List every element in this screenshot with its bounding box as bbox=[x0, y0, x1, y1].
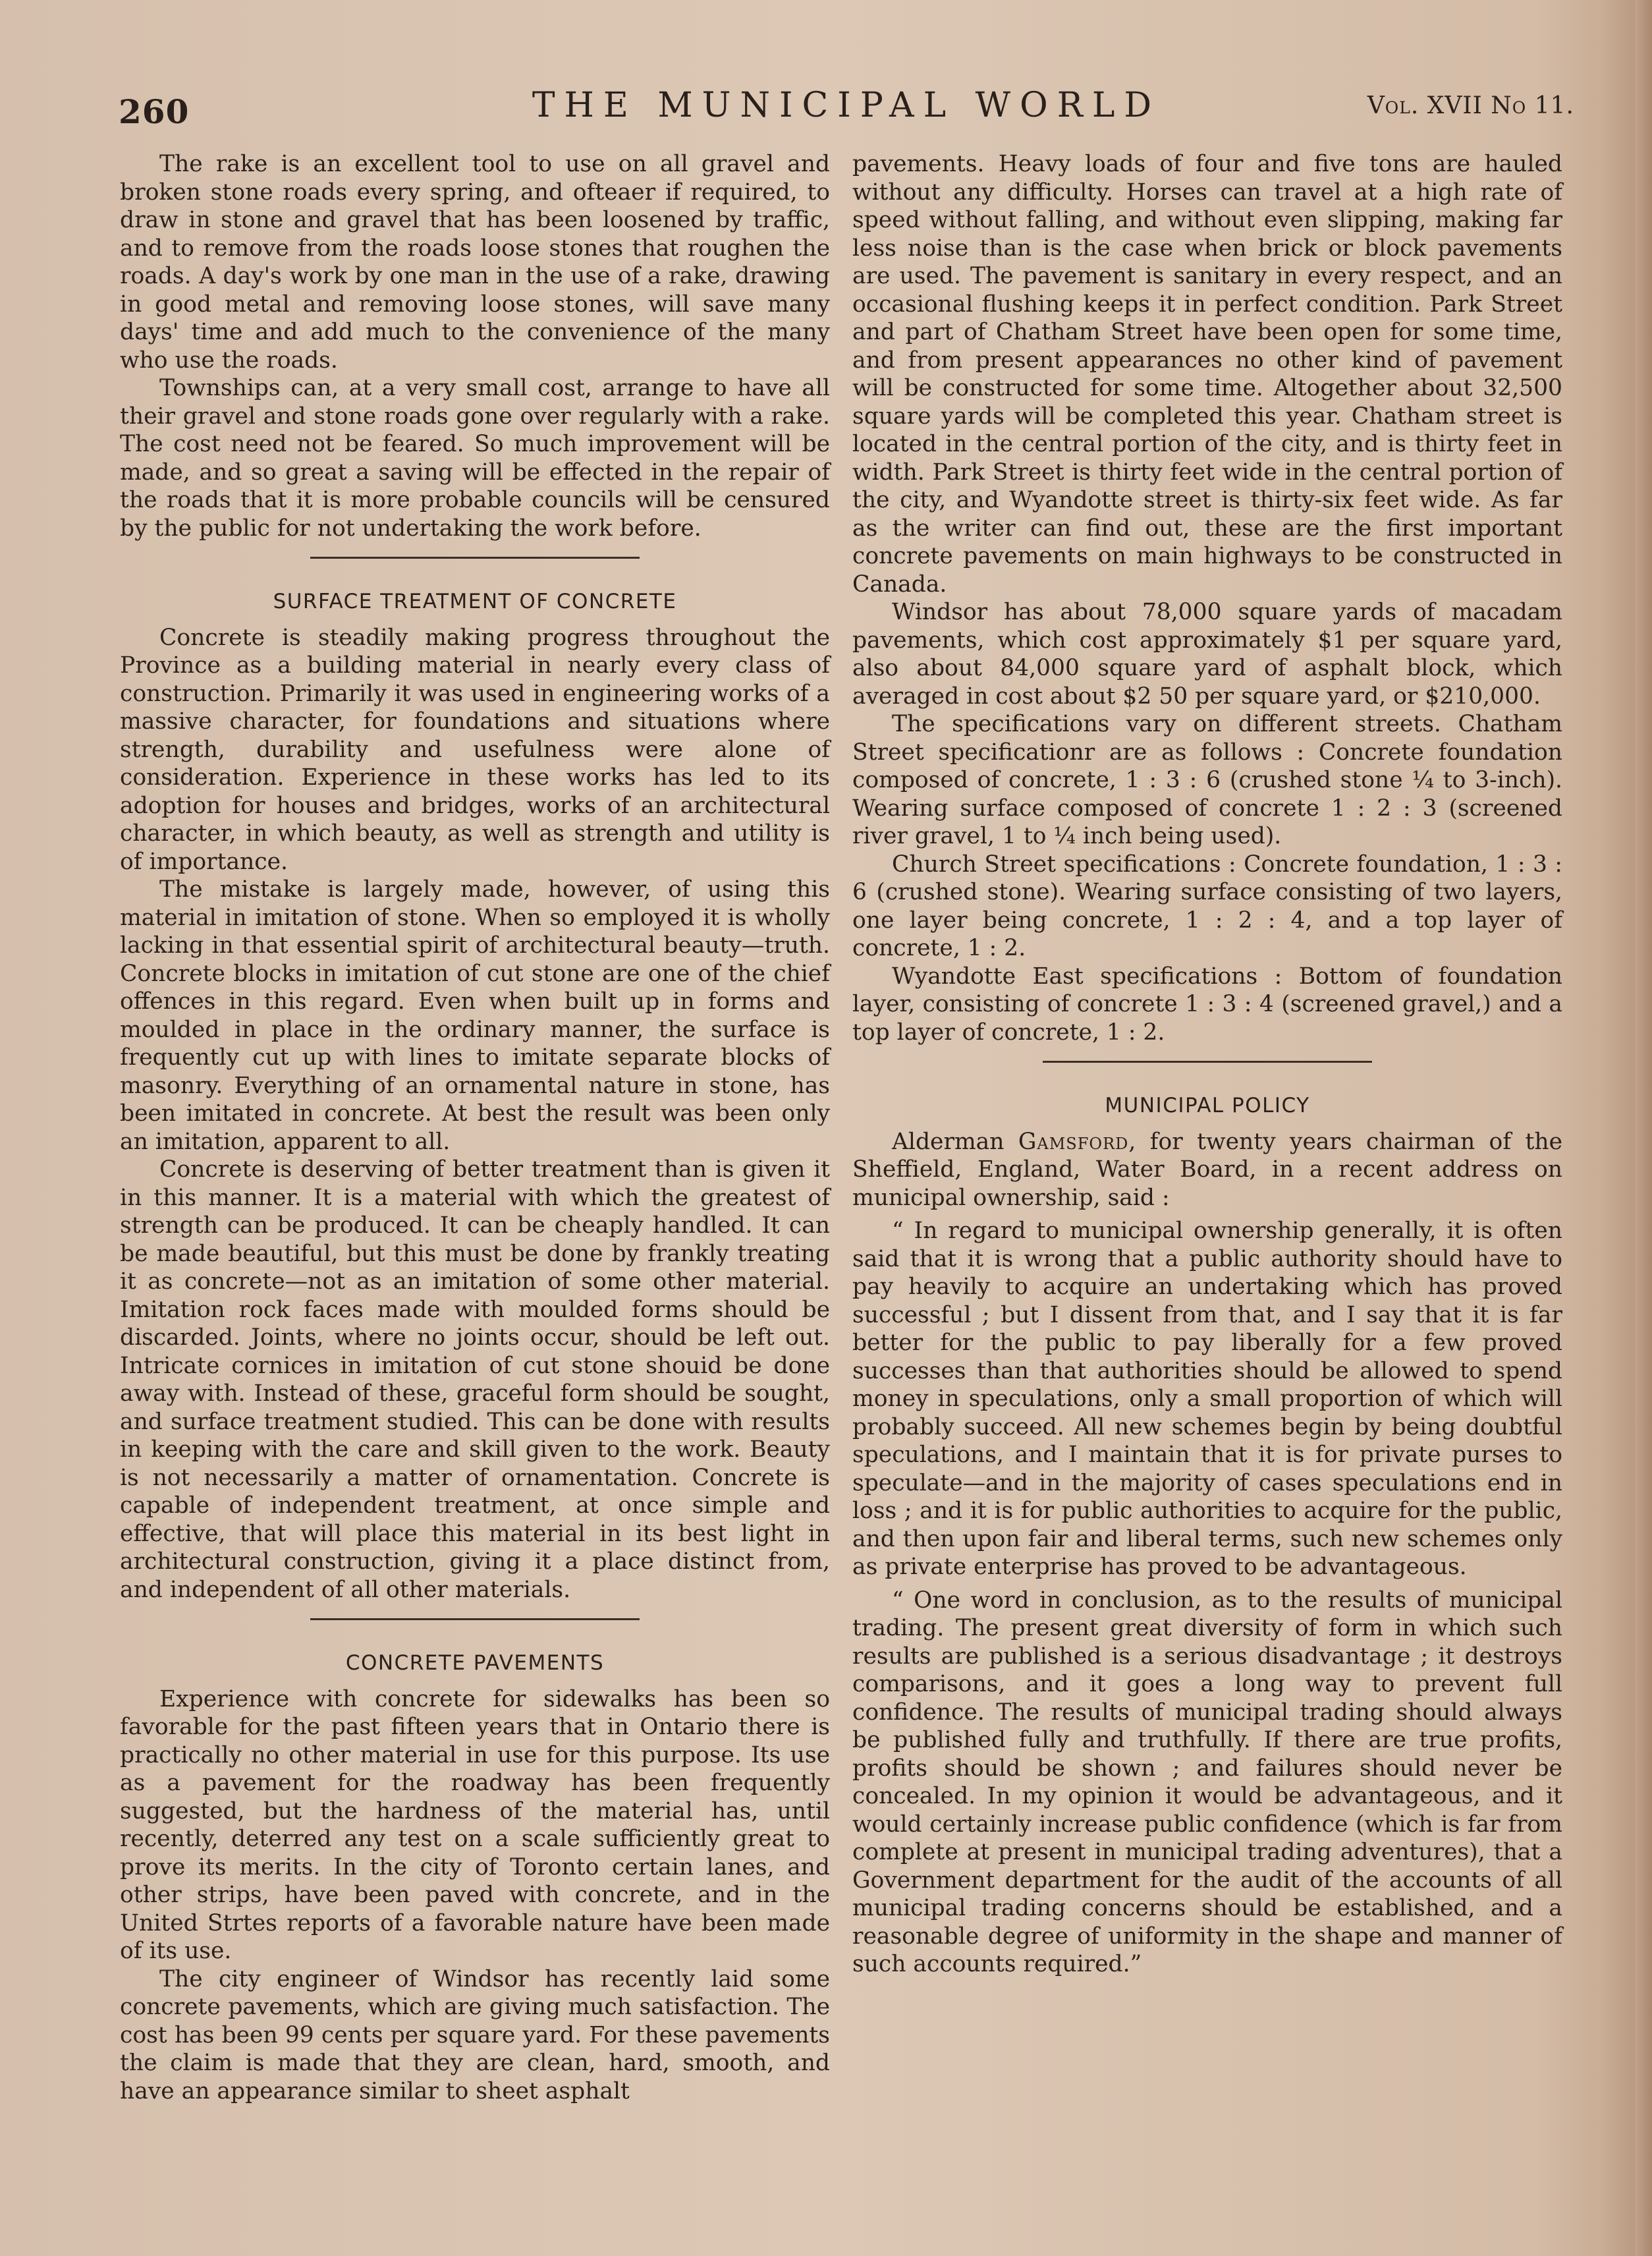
pavements-continued-paragraph: pavements. Heavy loads of four and five tons are hauled without any difficulty. Horses can travel at a high rate of speed without falling, and without even slipping, making far less noise than is the case when brick or block pavements are used. The pavement is sanitary in every respect, and an occasional flushing keeps it in perfect condition. Park Street and part of Chatham Street have been open for some time, and from present appearances no other kind of pavement will be constructed for some time. Altogether about 32,500 square yards will be completed this year. Chatham street is located in the central portion of the city, and is thirty feet in width. Park Street is thirty feet wide in the central portion of the city, and Wyandotte street is thirty-six feet wide. As far as the writer can find out, these are the first important concrete pavements on main highways to be constructed in Canada. bbox=[852, 151, 1562, 598]
municipal-policy-heading: MUNICIPAL POLICY bbox=[1105, 1094, 1310, 1117]
right-column bbox=[852, 150, 1562, 1979]
page-number: 260 bbox=[119, 92, 190, 131]
surface-treatment-heading: SURFACE TREATMENT OF CONCRETE bbox=[273, 590, 677, 613]
left-column bbox=[120, 150, 830, 2105]
alderman-name: Gamsford bbox=[1018, 1128, 1129, 1155]
page-edge-shadow bbox=[1635, 0, 1652, 2256]
surface-paragraph-3: Concrete is deserving of better treatment than is given it in this manner. It is a material with which the greatest of strength can be produced. It can be cheaply handled. It can be made beautiful, but this must be done by frankly treating it as concrete—not as an imitation of some other material. Imitation rock faces made with moulded forms should be discarded. Joints, where no joints occur, should be left out. Intricate cornices in imitation of cut stone shouid be done away with. Instead of these, graceful form should be sought, and surface treatment studied. This can be done with results in keeping with the care and skill given to the work. Beauty is not necessarily a matter of ornamentation. Concrete is capable of independent treatment, at once simple and effective, that will place this material in its best light in architectural construction, giving it a place distinct from, and independent of all other materials. bbox=[120, 1156, 830, 1603]
running-title: THE MUNICIPAL WORLD bbox=[532, 86, 1161, 125]
quote-paragraph-2: “ One word in conclusion, as to the results of municipal trading. The present great diversity of form in which such results are published is a serious disadvantage ; it destroys comparisons, and it goes a long way to prevent full confidence. The results of municipal trading should always be published fully and truthfully. If there are true profits, profits should be shown ; and failures should never be concealed. In my opinion it would be advantageous, and it would certainly increase public confidence (which is far from complete at present in municipal trading adventures), that a Government department for the audit of the accounts of all municipal trading concerns should be established, and a reasonable degree of uniformity in the shape and manner of such accounts required.” bbox=[852, 1587, 1562, 1977]
quote-paragraph-1: “ In regard to municipal ownership generally, it is often said that it is wrong that a public authority should have to pay heavily to acquire an undertaking which has proved successful ; but I dissent from that, and I say that it is far better for the public to pay liberally for a few proved successes than that authorities should be allowed to spend money in speculations, only a small proportion of which will probably succeed. All new schemes begin by being doubtful speculations, and I maintain that it is for private purses to speculate—and in the majority of cases speculations end in loss ; and it is for public authorities to acquire for the public, and then upon fair and liberal terms, such new schemes only as private enterprise has proved to be advantageous. bbox=[852, 1218, 1562, 1580]
section-divider bbox=[1043, 1061, 1372, 1063]
rake-paragraph-2: Townships can, at a very small cost, arrange to have all their gravel and stone roads gone over regularly with a rake. The cost need not be feared. So much improvement will be made, and so great a saving will be effected in the repair of the roads that it is more probable councils will be censured by the public for not undertaking the work before. bbox=[120, 375, 830, 542]
pavements-paragraph-2: The city engineer of Windsor has recently laid some concrete pavements, which are giving much satisfaction. The cost has been 99 cents per square yard. For these pavements the claim is made that they are clean, hard, smooth, and have an appearance similar to sheet asphalt bbox=[120, 1965, 830, 2104]
concrete-pavements-heading: CONCRETE PAVEMENTS bbox=[345, 1651, 605, 1675]
surface-paragraph-1: Concrete is steadily making progress throughout the Province as a building material in nearly every class of construction. Primarily it was used in engineering works of a massive character, for foundations and situations where strength, durability and usefulness were alone of consideration. Experience in these works has led to its adoption for houses and bridges, works of an architectural character, in which beauty, as well as strength and utility is of importance. bbox=[120, 624, 830, 875]
wyandotte-specs-paragraph: Wyandotte East specifications : Bottom of foundation layer, consisting of concrete 1 : 3 : 4 (screened gravel,) and a top layer of concrete, 1 : 2. bbox=[852, 963, 1562, 1046]
page-header bbox=[119, 79, 1574, 132]
volume-number: Vol. XVII No 11. bbox=[1367, 92, 1574, 119]
policy-intro-rest: , for twenty years chairman of the Sheffield, England, Water Board, in a recent address on municipal ownership, said : bbox=[852, 1128, 1562, 1211]
section-divider bbox=[310, 557, 640, 559]
chatham-specs-paragraph: The specifications vary on different streets. Chatham Street specificationr are as follows : Concrete foundation composed of concrete, 1 : 3 : 6 (crushed stone ¼ to 3-inch). Wearing surface composed of concrete 1 : 2 : 3 (screened river gravel, 1 to ¼ inch being used). bbox=[852, 711, 1562, 849]
pavements-paragraph-1: Experience with concrete for sidewalks has been so favorable for the past fifteen years that in Ontario there is practically no other material in use for this purpose. Its use as a pavement for the roadway has been frequently suggested, but the hardness of the material has, until recently, deterred any test on a scale sufficiently great to prove its merits. In the city of Toronto certain lanes, and other strips, have been paved with concrete, and in the United Strtes reports of a favorable nature have been made of its use. bbox=[120, 1685, 830, 1964]
windsor-paragraph: Windsor has about 78,000 square yards of macadam pavements, which cost approximately $1 per square yard, also about 84,000 square yard of asphalt block, which averaged in cost about $2 50 per square yard, or $210,000. bbox=[852, 599, 1562, 710]
section-divider bbox=[310, 1618, 640, 1620]
surface-paragraph-2: The mistake is largely made, however, of using this material in imitation of stone. When so employed it is wholly lacking in that essential spirit of architectural beauty—truth. Concrete blocks in imitation of cut stone are one of the chief offences in this regard. Even when built up in forms and moulded in place in the ordinary manner, the surface is frequently cut up with lines to imitate separate blocks of masonry. Everything of an ornamental nature in stone, has been imitated in concrete. At best the result was been only an imitation, apparent to all. bbox=[120, 876, 830, 1155]
church-specs-paragraph: Church Street specifications : Concrete foundation, 1 : 3 : 6 (crushed stone). Wearing surface consisting of two layers, one layer being concrete, 1 : 2 : 4, and a top layer of concrete, 1 : 2. bbox=[852, 851, 1562, 961]
rake-paragraph-1: The rake is an excellent tool to use on all gravel and broken stone roads every spring, and ofteaer if required, to draw in stone and gravel that has been loosened by traffic, and to remove from the roads loose stones that roughen the roads. A day's work by one man in the use of a rake, drawing in good metal and removing loose stones, will save many days' time and add much to the convenience of the many who use the roads. bbox=[120, 151, 830, 374]
policy-intro-paragraph bbox=[852, 1128, 1562, 1212]
policy-intro-lead: Alderman bbox=[892, 1128, 1018, 1155]
